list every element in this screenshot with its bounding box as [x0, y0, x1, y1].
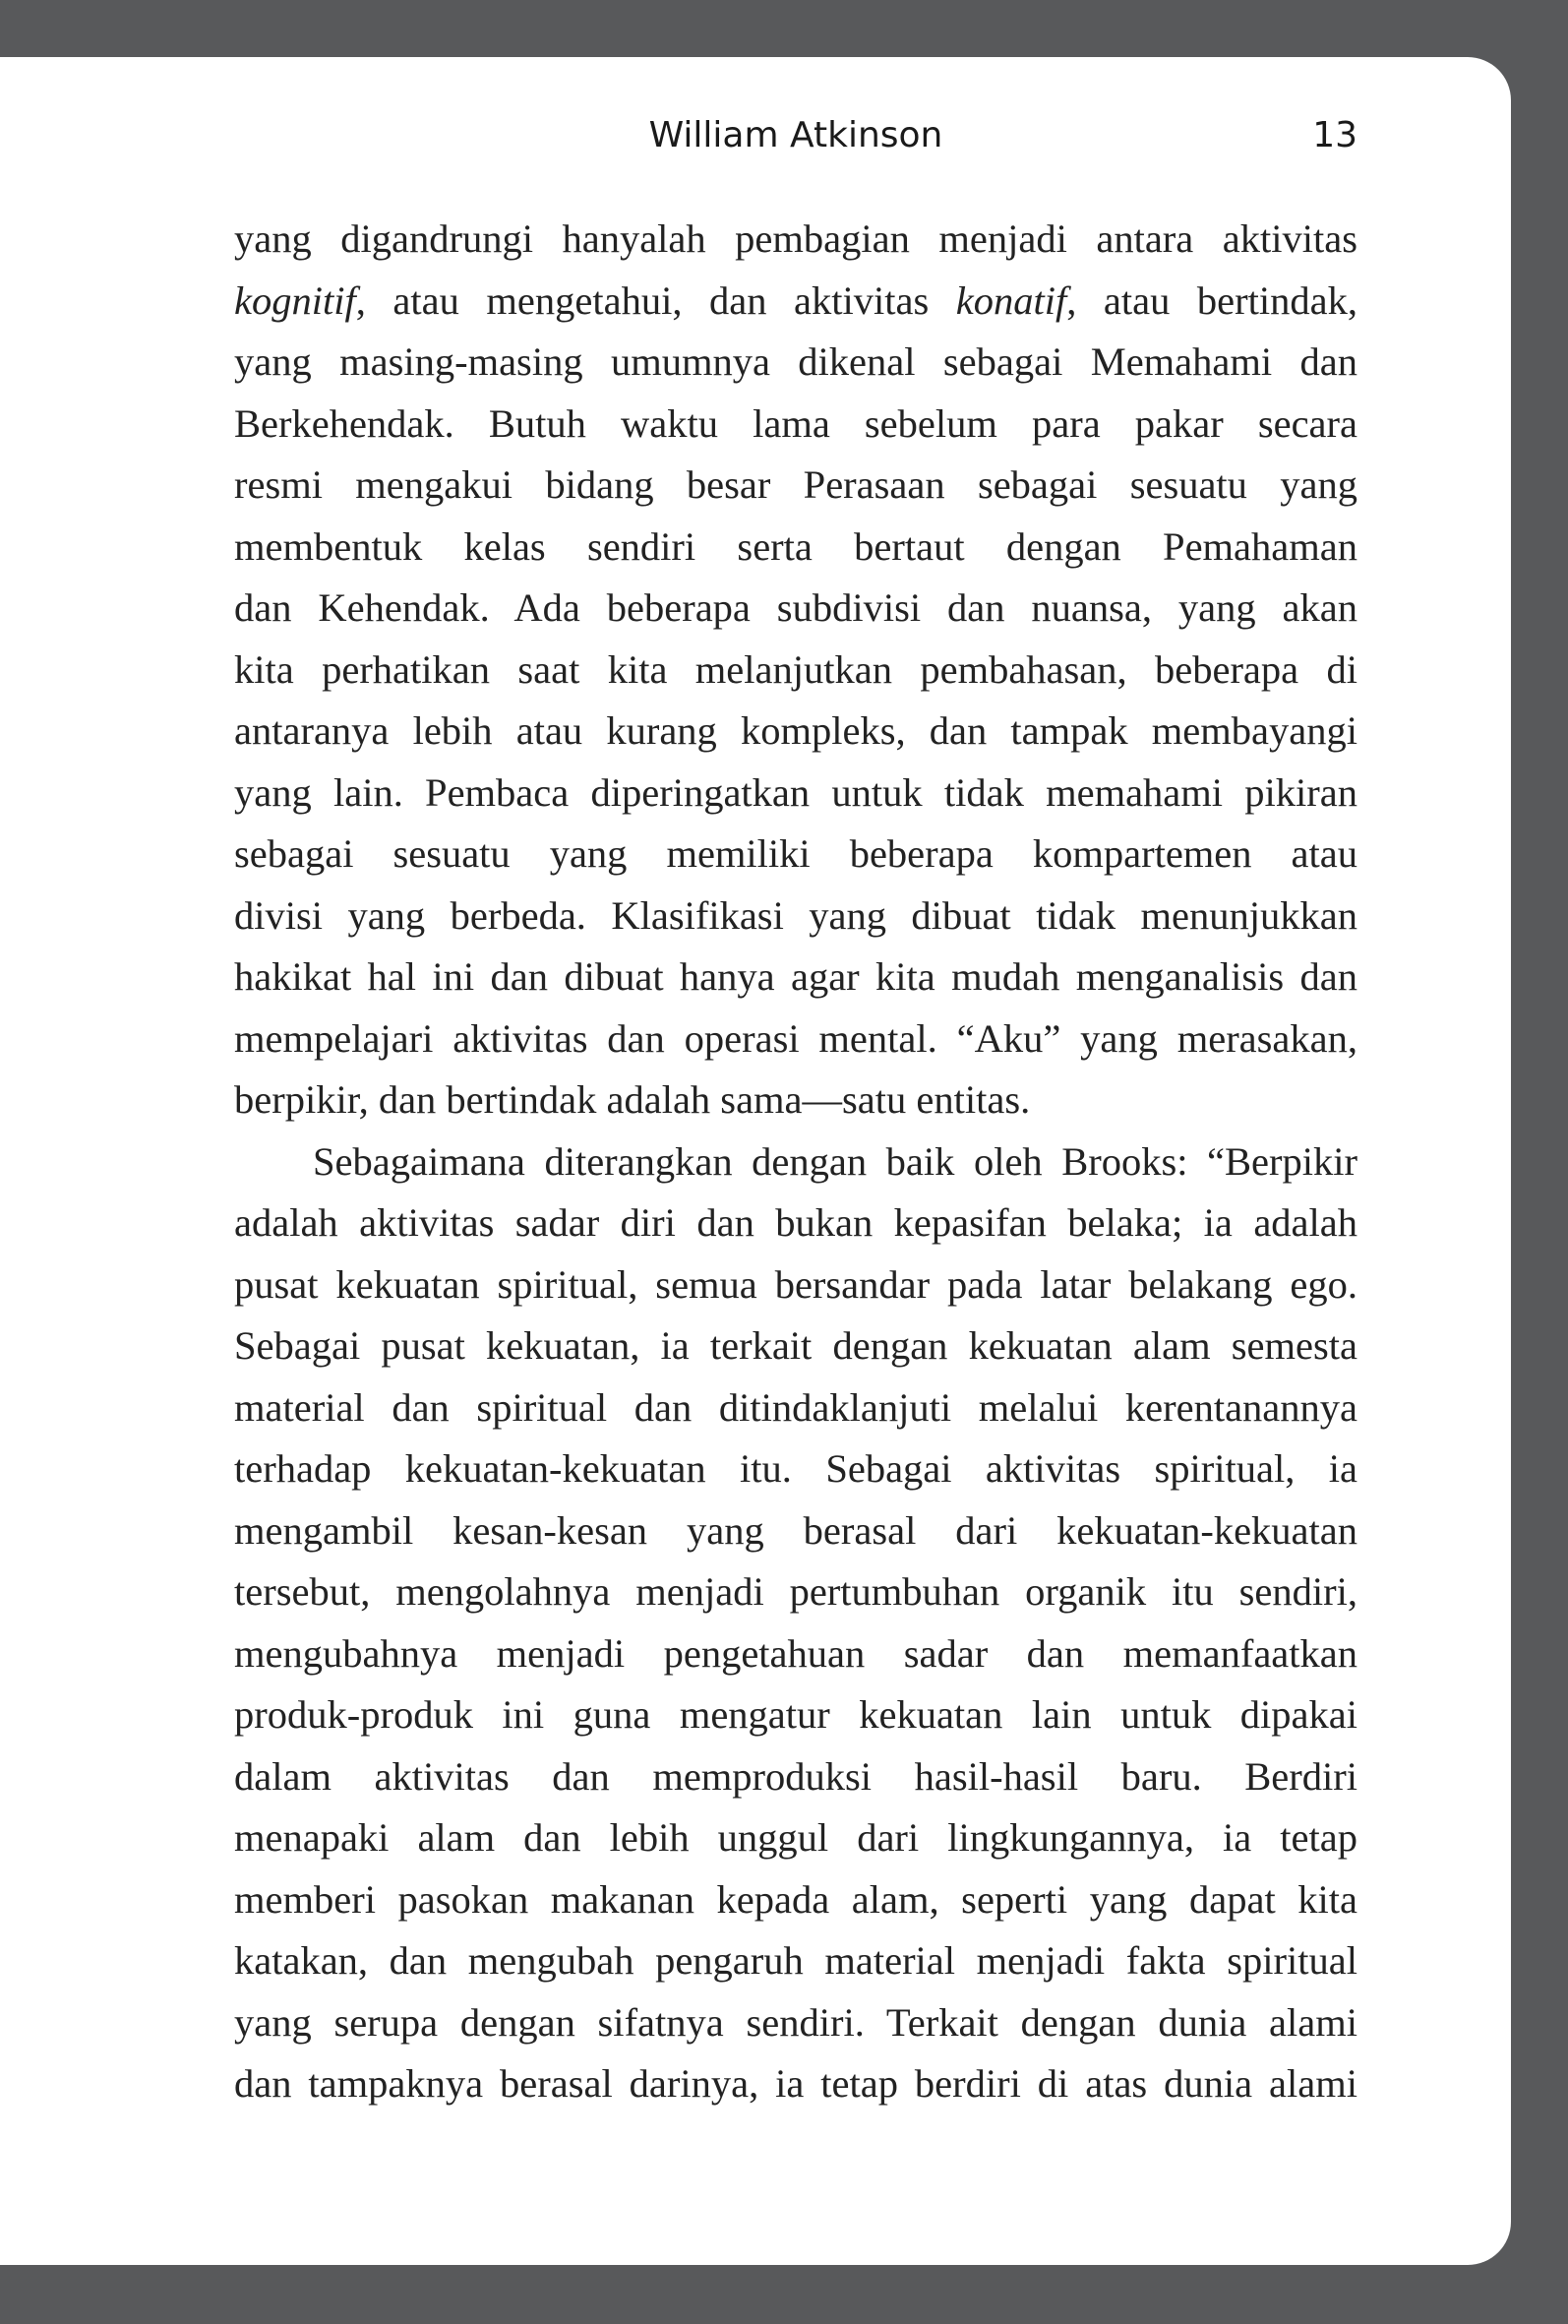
text-line: membentuk kelas sendiri serta bertaut dengan Pemahaman	[234, 523, 1357, 569]
text-line: menapaki alam dan lebih unggul dari lingkungannya, ia tetap	[234, 1815, 1357, 1860]
text-line: antaranya lebih atau kurang kompleks, dan tampak membayangi	[234, 708, 1357, 753]
text-line: pusat kekuatan spiritual, semua bersandar pada latar belakang ego.	[234, 1261, 1357, 1307]
paragraph-2	[234, 1131, 1357, 2115]
text-run: , atau bertindak,	[1066, 277, 1357, 323]
text-line: mengubahnya menjadi pengetahuan sadar dan memanfaatkan	[234, 1630, 1357, 1676]
text-line: hakikat hal ini dan dibuat hanya agar kita mudah menganalisis dan	[234, 954, 1357, 999]
text-line: dalam aktivitas dan memproduksi hasil-hasil baru. Berdiri	[234, 1753, 1357, 1799]
running-header	[234, 106, 1357, 165]
text-line: kita perhatikan saat kita melanjutkan pembahasan, beberapa di	[234, 646, 1357, 692]
text-line: yang lain. Pembaca diperingatkan untuk tidak memahami pikiran	[234, 769, 1357, 815]
text-line: katakan, dan mengubah pengaruh material menjadi fakta spiritual	[234, 1938, 1357, 1983]
text-line: berpikir, dan bertindak adalah sama—satu entitas.	[234, 1077, 1031, 1122]
text-line: Berkehendak. Butuh waktu lama sebelum para pakar secara	[234, 400, 1357, 446]
text-line: yang serupa dengan sifatnya sendiri. Terkait dengan dunia alami	[234, 1999, 1357, 2045]
text-line: tersebut, mengolahnya menjadi pertumbuhan organik itu sendiri,	[234, 1569, 1357, 1614]
book-page	[0, 57, 1511, 2265]
text-line	[234, 271, 1357, 333]
page-number: 13	[1312, 115, 1357, 155]
text-line: Sebagai pusat kekuatan, ia terkait dengan kekuatan alam semesta	[234, 1323, 1357, 1368]
text-line: produk-produk ini guna mengatur kekuatan lain untuk dipakai	[234, 1692, 1357, 1737]
text-line: sebagai sesuatu yang memiliki beberapa kompartemen atau	[234, 831, 1357, 876]
text-line: mempelajari aktivitas dan operasi mental. “Aku” yang merasakan,	[234, 1015, 1357, 1061]
text-line: dan tampaknya berasal darinya, ia tetap berdiri di atas dunia alami	[234, 2061, 1357, 2106]
text-line	[234, 1131, 1357, 1193]
text-line: adalah aktivitas sadar diri dan bukan kepasifan belaka; ia adalah	[234, 1200, 1357, 1245]
text-run: Sebagaimana diterangkan dengan baik oleh Brooks: “Berpikir	[313, 1138, 1357, 1184]
text-line: yang masing-masing umumnya dikenal sebagai Memahami dan	[234, 339, 1357, 384]
text-line: yang digandrungi hanyalah pembagian menjadi antara aktivitas	[234, 216, 1357, 261]
text-line: material dan spiritual dan ditindaklanjuti melalui kerentanannya	[234, 1384, 1357, 1430]
text-line: mengambil kesan-kesan yang berasal dari kekuatan-kekuatan	[234, 1507, 1357, 1553]
text-run: , atau mengetahui, dan aktivitas	[355, 277, 956, 323]
italic-term: konatif	[955, 277, 1067, 323]
paragraph-1	[234, 209, 1357, 1131]
body-text	[234, 209, 1357, 2115]
text-line: dan Kehendak. Ada beberapa subdivisi dan nuansa, yang akan	[234, 585, 1357, 630]
header-author: William Atkinson	[648, 115, 943, 155]
text-line: divisi yang berbeda. Klasifikasi yang dibuat tidak menunjukkan	[234, 892, 1357, 938]
text-line: resmi mengakui bidang besar Perasaan sebagai sesuatu yang	[234, 462, 1357, 507]
text-line: terhadap kekuatan-kekuatan itu. Sebagai aktivitas spiritual, ia	[234, 1446, 1357, 1491]
italic-term: kognitif	[234, 277, 356, 323]
text-line: memberi pasokan makanan kepada alam, seperti yang dapat kita	[234, 1876, 1357, 1922]
